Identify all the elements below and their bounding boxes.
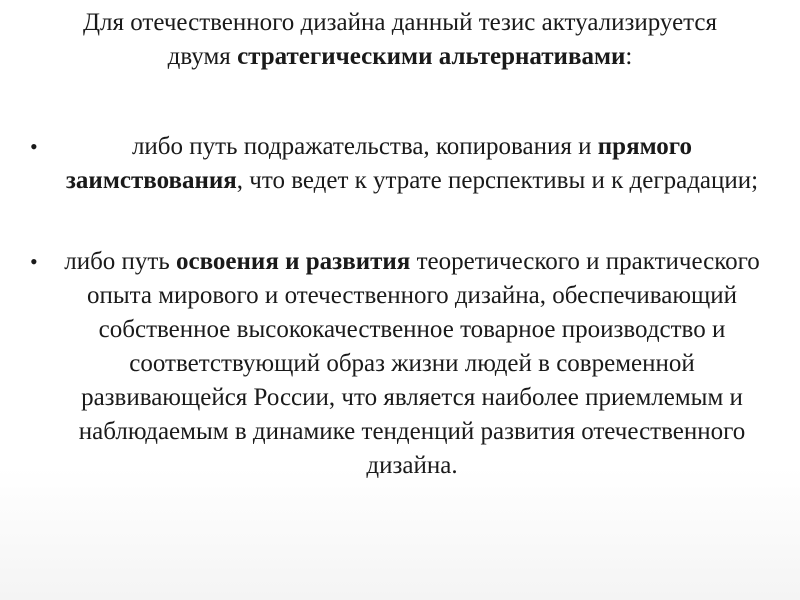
bullet-2-emphasis: освоения и развития (176, 248, 411, 275)
bullet-2-text-2: теоретического и практического опыта мирового и отечественного дизайна, обеспечивающий собственное высококачественное товарное производство и соответствующий образ жизни людей в современной развивающейся России, что является наиболее приемлемым и наблюдаемым в динамике тенденций развития отечественного дизайна. (78, 248, 760, 479)
intro-text-2: : (625, 43, 633, 70)
bullet-1-emphasis: прямого заимствования (65, 133, 693, 194)
bullet-1-text-1: либо путь подражательства, копирования и (131, 133, 598, 160)
bullet-item-1 (56, 130, 768, 198)
bullet-marker-1: • (30, 134, 38, 159)
intro-emphasis: стратегическими альтернативами (237, 43, 626, 70)
bullet-marker-2: • (30, 249, 38, 274)
intro-text-1: Для отечественного дизайна данный тезис актуализируется двумя (82, 9, 718, 70)
bullet-1-text-2: , что ведет к утрате перспективы и к деградации; (236, 167, 759, 194)
bullet-item-2 (56, 245, 768, 483)
bullet-2-text-1: либо путь (64, 248, 176, 275)
intro-paragraph (80, 6, 720, 74)
